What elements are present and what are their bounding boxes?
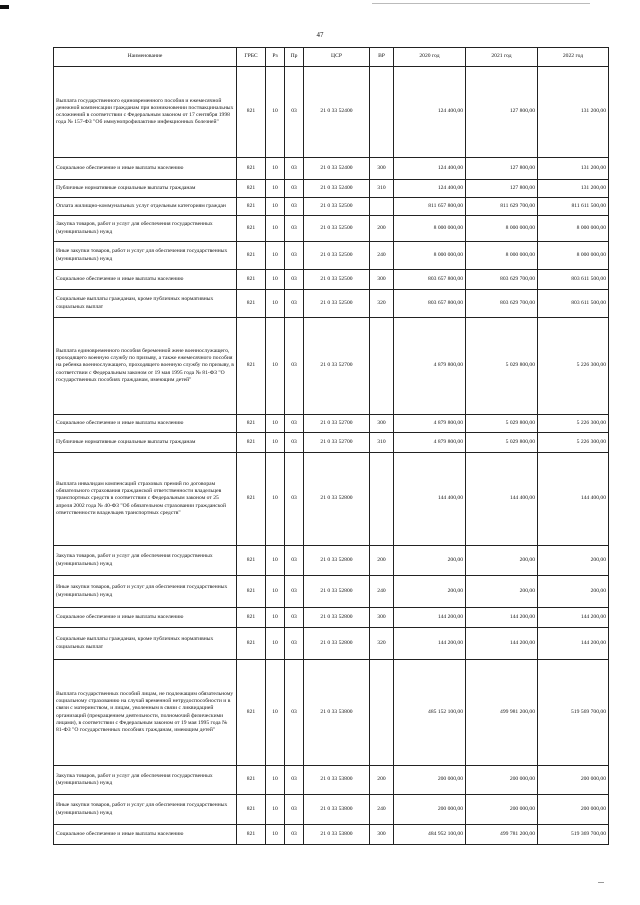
cell-name: Иные закупки товаров, работ и услуг для обеспечения государственных (муниципальных) нужд: [54, 795, 237, 825]
cell-csr: 21 0 33 52700: [304, 415, 370, 433]
cell-2020: 803 657 800,00: [394, 290, 466, 318]
cell-2021: 200 000,00: [466, 795, 538, 825]
header-rz: Рз: [266, 48, 285, 67]
cell-2021: 144 200,00: [466, 608, 538, 628]
cell-csr: 21 0 33 52500: [304, 198, 370, 216]
cell-rz: 10: [266, 198, 285, 216]
cell-grbs: 821: [237, 318, 266, 415]
cell-vr: 200: [370, 546, 394, 576]
cell-2020: 8 000 000,00: [394, 242, 466, 270]
table-row: [54, 67, 609, 158]
cell-pr: 03: [285, 453, 304, 546]
table-row: [54, 546, 609, 576]
scan-edge-line: [372, 3, 590, 4]
cell-csr: 21 0 33 53800: [304, 660, 370, 766]
cell-2020: 4 879 800,00: [394, 433, 466, 453]
cell-csr: 21 0 33 52500: [304, 216, 370, 242]
cell-vr: 300: [370, 415, 394, 433]
cell-pr: 03: [285, 766, 304, 795]
table-row: [54, 660, 609, 766]
cell-vr: [370, 198, 394, 216]
cell-grbs: 821: [237, 546, 266, 576]
cell-csr: 21 0 33 52700: [304, 318, 370, 415]
cell-2022: 200,00: [538, 546, 609, 576]
cell-vr: 320: [370, 290, 394, 318]
cell-2022: 131 200,00: [538, 158, 609, 180]
table-row: [54, 576, 609, 608]
cell-vr: [370, 453, 394, 546]
header-vr: ВР: [370, 48, 394, 67]
cell-rz: 10: [266, 415, 285, 433]
cell-2021: 803 629 700,00: [466, 270, 538, 290]
cell-vr: 200: [370, 216, 394, 242]
cell-name: Закупка товаров, работ и услуг для обеспечения государственных (муниципальных) нужд: [54, 766, 237, 795]
cell-name: Выплата единовременного пособия беременной жене военнослужащего, проходящего военную службу по призыву, а также ежемесячного пособия на ребенка военнослужащего, проходящего военную службу по призыву, в соответствии с Федеральным законом от 19 мая 1995 года № 81-ФЗ "О государственных пособиях гражданам, имеющим детей": [54, 318, 237, 415]
cell-csr: 21 0 33 52400: [304, 180, 370, 198]
table-row: [54, 453, 609, 546]
cell-grbs: 821: [237, 453, 266, 546]
cell-csr: 21 0 33 52500: [304, 290, 370, 318]
table-row: [54, 290, 609, 318]
table-row: [54, 628, 609, 660]
table-row: [54, 608, 609, 628]
cell-pr: 03: [285, 216, 304, 242]
cell-2020: 124 400,00: [394, 180, 466, 198]
cell-csr: 21 0 33 52700: [304, 433, 370, 453]
cell-2021: 499 981 200,00: [466, 660, 538, 766]
cell-name: Социальные выплаты гражданам, кроме публичных нормативных социальных выплат: [54, 290, 237, 318]
cell-vr: 240: [370, 795, 394, 825]
cell-pr: 03: [285, 198, 304, 216]
cell-name: Социальные выплаты гражданам, кроме публичных нормативных социальных выплат: [54, 628, 237, 660]
cell-grbs: 821: [237, 270, 266, 290]
cell-grbs: 821: [237, 825, 266, 845]
cell-2021: 200,00: [466, 576, 538, 608]
cell-csr: 21 0 33 53800: [304, 825, 370, 845]
cell-rz: 10: [266, 795, 285, 825]
cell-pr: 03: [285, 290, 304, 318]
scan-mark: [0, 5, 9, 9]
cell-2022: 519 369 700,00: [538, 825, 609, 845]
cell-2022: 803 611 500,00: [538, 270, 609, 290]
cell-name: Публичные нормативные социальные выплаты гражданам: [54, 433, 237, 453]
cell-rz: 10: [266, 242, 285, 270]
cell-rz: 10: [266, 216, 285, 242]
cell-2022: 5 226 300,00: [538, 433, 609, 453]
cell-pr: 03: [285, 180, 304, 198]
cell-2021: 5 029 800,00: [466, 415, 538, 433]
cell-grbs: 821: [237, 67, 266, 158]
cell-2020: 803 657 800,00: [394, 270, 466, 290]
cell-2021: 5 029 800,00: [466, 318, 538, 415]
cell-2020: 144 200,00: [394, 608, 466, 628]
cell-grbs: 821: [237, 576, 266, 608]
cell-2021: 144 200,00: [466, 628, 538, 660]
cell-vr: 240: [370, 242, 394, 270]
cell-rz: 10: [266, 576, 285, 608]
cell-rz: 10: [266, 660, 285, 766]
cell-2021: 803 629 700,00: [466, 290, 538, 318]
cell-vr: 240: [370, 576, 394, 608]
cell-2021: 499 781 200,00: [466, 825, 538, 845]
cell-2021: 200,00: [466, 546, 538, 576]
table-row: [54, 825, 609, 845]
cell-csr: 21 0 33 53800: [304, 795, 370, 825]
cell-2020: 8 000 000,00: [394, 216, 466, 242]
cell-grbs: 821: [237, 433, 266, 453]
cell-csr: 21 0 33 52800: [304, 546, 370, 576]
cell-grbs: 821: [237, 415, 266, 433]
page-number: 47: [316, 31, 324, 39]
cell-2021: 144 400,00: [466, 453, 538, 546]
cell-2021: 8 000 000,00: [466, 242, 538, 270]
cell-csr: 21 0 33 52800: [304, 628, 370, 660]
cell-name: Закупка товаров, работ и услуг для обеспечения государственных (муниципальных) нужд: [54, 546, 237, 576]
cell-name: Социальное обеспечение и иные выплаты населению: [54, 270, 237, 290]
cell-pr: 03: [285, 158, 304, 180]
cell-csr: 21 0 33 52400: [304, 67, 370, 158]
cell-rz: 10: [266, 270, 285, 290]
cell-name: Иные закупки товаров, работ и услуг для обеспечения государственных (муниципальных) нужд: [54, 242, 237, 270]
cell-csr: 21 0 33 52400: [304, 158, 370, 180]
cell-2020: 200 000,00: [394, 795, 466, 825]
cell-2020: 484 952 100,00: [394, 825, 466, 845]
cell-2020: 200,00: [394, 546, 466, 576]
cell-pr: 03: [285, 825, 304, 845]
cell-pr: 03: [285, 608, 304, 628]
cell-2020: 144 400,00: [394, 453, 466, 546]
header-2021: 2021 год: [466, 48, 538, 67]
cell-rz: 10: [266, 628, 285, 660]
table-row: [54, 216, 609, 242]
cell-rz: 10: [266, 825, 285, 845]
cell-name: Публичные нормативные социальные выплаты гражданам: [54, 180, 237, 198]
cell-pr: 03: [285, 546, 304, 576]
cell-grbs: 821: [237, 242, 266, 270]
cell-name: Выплата инвалидам компенсаций страховых премий по договорам обязательного страхования гражданской ответственности владельцев транспортных средств в соответствии с Федеральным законом от 25 апреля 2002 года № 40-ФЗ "Об обязательном страховании гражданской ответственности владельцев транспортных средств": [54, 453, 237, 546]
cell-rz: 10: [266, 158, 285, 180]
header-2022: 2022 год: [538, 48, 609, 67]
cell-pr: 03: [285, 576, 304, 608]
cell-2022: 8 000 000,00: [538, 216, 609, 242]
cell-2022: 200 000,00: [538, 795, 609, 825]
cell-rz: 10: [266, 766, 285, 795]
table-row: [54, 270, 609, 290]
table-row: [54, 415, 609, 433]
cell-2020: 200,00: [394, 576, 466, 608]
cell-name: Социальное обеспечение и иные выплаты населению: [54, 608, 237, 628]
cell-csr: 21 0 33 52800: [304, 453, 370, 546]
cell-2022: 144 200,00: [538, 628, 609, 660]
cell-2020: 144 200,00: [394, 628, 466, 660]
cell-2022: 131 200,00: [538, 67, 609, 158]
cell-grbs: 821: [237, 795, 266, 825]
cell-pr: 03: [285, 67, 304, 158]
cell-pr: 03: [285, 628, 304, 660]
cell-vr: 300: [370, 158, 394, 180]
cell-grbs: 821: [237, 158, 266, 180]
cell-vr: [370, 318, 394, 415]
table-row: [54, 795, 609, 825]
cell-2021: 5 029 800,00: [466, 433, 538, 453]
cell-grbs: 821: [237, 180, 266, 198]
cell-2021: 200 000,00: [466, 766, 538, 795]
cell-pr: 03: [285, 795, 304, 825]
header-pr: Пр: [285, 48, 304, 67]
cell-name: Выплата государственного единовременного пособия и ежемесячной денежной компенсации гражданам при возникновении поствакцинальных осложнений в соответствии с Федеральным законом от 17 сентября 1998 года № 157-ФЗ "Об иммунопрофилактике инфекционных болезней": [54, 67, 237, 158]
cell-grbs: 821: [237, 608, 266, 628]
cell-2022: 519 569 700,00: [538, 660, 609, 766]
cell-grbs: 821: [237, 216, 266, 242]
cell-2020: 200 000,00: [394, 766, 466, 795]
cell-2021: 811 629 700,00: [466, 198, 538, 216]
cell-csr: 21 0 33 52500: [304, 242, 370, 270]
cell-2020: 4 879 800,00: [394, 318, 466, 415]
cell-rz: 10: [266, 290, 285, 318]
cell-rz: 10: [266, 453, 285, 546]
cell-vr: 300: [370, 825, 394, 845]
cell-2022: 144 400,00: [538, 453, 609, 546]
cell-2022: 5 226 300,00: [538, 318, 609, 415]
cell-name: Социальное обеспечение и иные выплаты населению: [54, 825, 237, 845]
cell-name: Оплата жилищно-коммунальных услуг отдельным категориям граждан: [54, 198, 237, 216]
cell-grbs: 821: [237, 290, 266, 318]
cell-vr: 200: [370, 766, 394, 795]
cell-rz: 10: [266, 433, 285, 453]
cell-csr: 21 0 33 52800: [304, 576, 370, 608]
cell-pr: 03: [285, 433, 304, 453]
cell-2022: 131 200,00: [538, 180, 609, 198]
cell-grbs: 821: [237, 766, 266, 795]
cell-name: Социальное обеспечение и иные выплаты населению: [54, 415, 237, 433]
table-row: [54, 198, 609, 216]
header-csr: ЦСР: [304, 48, 370, 67]
cell-pr: 03: [285, 415, 304, 433]
cell-vr: 310: [370, 433, 394, 453]
header-name: Наименование: [54, 48, 237, 67]
cell-csr: 21 0 33 52800: [304, 608, 370, 628]
cell-rz: 10: [266, 67, 285, 158]
cell-name: Выплата государственных пособий лицам, не подлежащим обязательному социальному страхованию на случай временной нетрудоспособности и в связи с материнством, и лицам, уволенным в связи с ликвидацией организаций (прекращением деятельности, полномочий физическими лицами), в соответствии с Федеральным законом от 19 мая 1995 года № 81-ФЗ "О государственных пособиях гражданам, имеющим детей": [54, 660, 237, 766]
cell-rz: 10: [266, 546, 285, 576]
cell-vr: 300: [370, 270, 394, 290]
cell-name: Закупка товаров, работ и услуг для обеспечения государственных (муниципальных) нужд: [54, 216, 237, 242]
cell-2022: 8 000 000,00: [538, 242, 609, 270]
cell-vr: [370, 67, 394, 158]
cell-pr: 03: [285, 660, 304, 766]
cell-2022: 811 611 500,00: [538, 198, 609, 216]
cell-grbs: 821: [237, 198, 266, 216]
cell-2021: 8 000 000,00: [466, 216, 538, 242]
table-header-row: [54, 48, 609, 67]
cell-rz: 10: [266, 180, 285, 198]
cell-2020: 124 400,00: [394, 158, 466, 180]
cell-2022: 803 611 500,00: [538, 290, 609, 318]
table-row: [54, 180, 609, 198]
cell-2021: 127 800,00: [466, 67, 538, 158]
cell-2020: 124 400,00: [394, 67, 466, 158]
cell-name: Иные закупки товаров, работ и услуг для обеспечения государственных (муниципальных) нужд: [54, 576, 237, 608]
cell-name: Социальное обеспечение и иные выплаты населению: [54, 158, 237, 180]
table-row: [54, 242, 609, 270]
cell-vr: [370, 660, 394, 766]
header-grbs: ГРБС: [237, 48, 266, 67]
cell-grbs: 821: [237, 628, 266, 660]
table-row: [54, 433, 609, 453]
cell-vr: 320: [370, 628, 394, 660]
cell-2021: 127 800,00: [466, 180, 538, 198]
table-row: [54, 318, 609, 415]
table-row: [54, 766, 609, 795]
cell-grbs: 821: [237, 660, 266, 766]
cell-2020: 4 879 800,00: [394, 415, 466, 433]
cell-rz: 10: [266, 608, 285, 628]
cell-pr: 03: [285, 270, 304, 290]
cell-vr: 300: [370, 608, 394, 628]
budget-table: [53, 47, 609, 845]
scan-artifact: [598, 882, 604, 883]
cell-2022: 200 000,00: [538, 766, 609, 795]
cell-2022: 5 226 300,00: [538, 415, 609, 433]
cell-2020: 485 152 100,00: [394, 660, 466, 766]
cell-pr: 03: [285, 318, 304, 415]
cell-vr: 310: [370, 180, 394, 198]
cell-2022: 200,00: [538, 576, 609, 608]
cell-csr: 21 0 33 52500: [304, 270, 370, 290]
cell-2021: 127 800,00: [466, 158, 538, 180]
cell-rz: 10: [266, 318, 285, 415]
table-row: [54, 158, 609, 180]
cell-2022: 144 200,00: [538, 608, 609, 628]
cell-2020: 811 657 800,00: [394, 198, 466, 216]
cell-csr: 21 0 33 53800: [304, 766, 370, 795]
cell-pr: 03: [285, 242, 304, 270]
header-2020: 2020 год: [394, 48, 466, 67]
